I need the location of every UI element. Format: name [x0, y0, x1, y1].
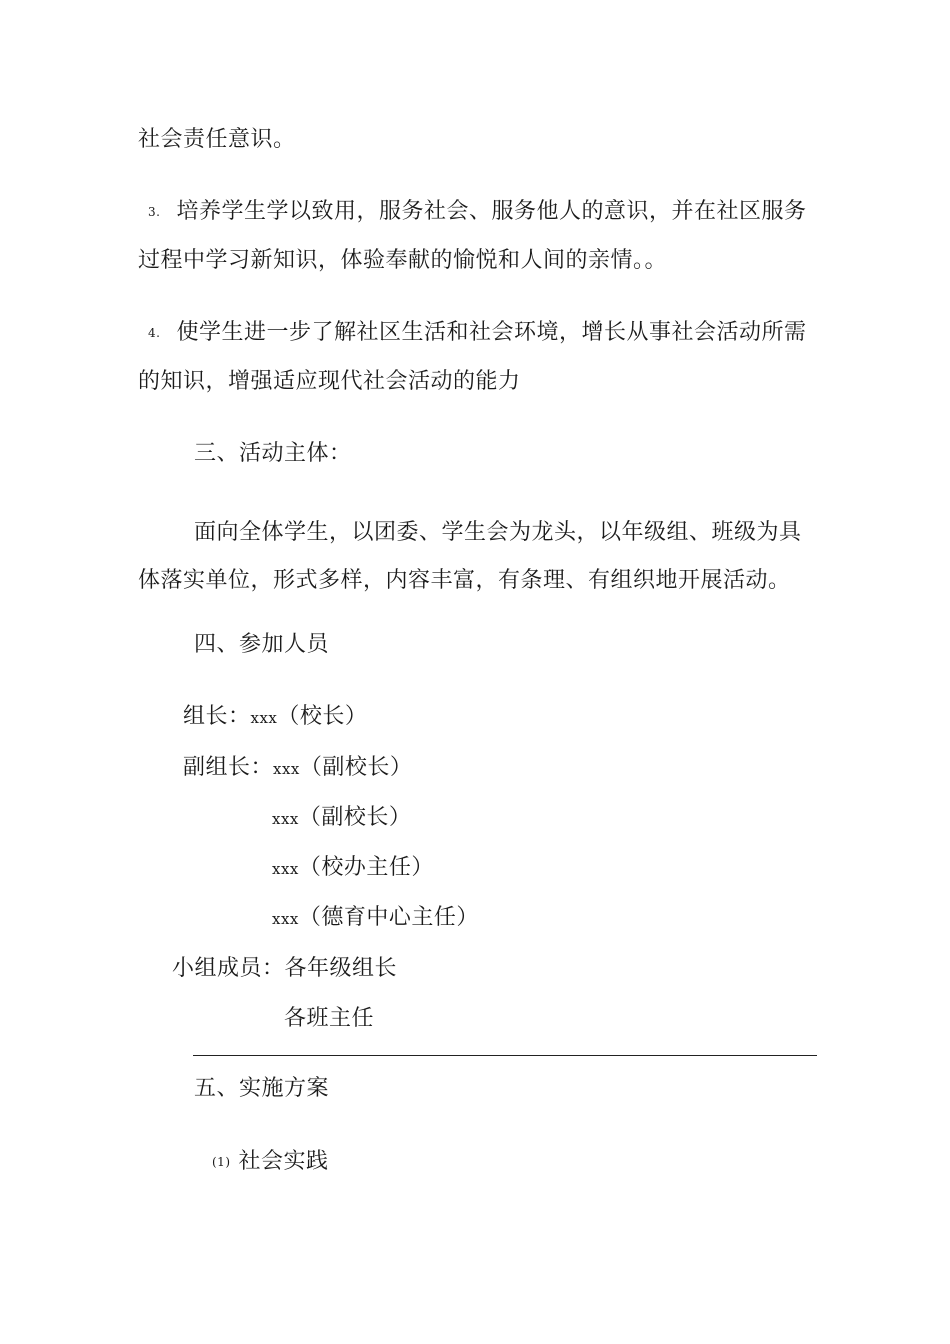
deputy-row: [272, 903, 479, 934]
deputy-role: （校办主任）: [298, 855, 434, 880]
section-5-heading: 五、实施方案: [194, 1076, 330, 1101]
list-item-3-continuation: 过程中学习新知识，体验奉献的愉悦和人间的亲情。。: [138, 248, 668, 273]
subsection-label: 社会实践: [238, 1149, 329, 1174]
section-3-paragraph-line-1: 面向全体学生，以团委、学生会为龙头，以年级组、班级为具: [194, 520, 802, 545]
member-entry: 各年级组长: [284, 956, 398, 981]
deputy-row: [272, 853, 434, 884]
section-3-heading: 三、活动主体：: [194, 441, 352, 466]
list-item-4-continuation: 的知识，增强适应现代社会活动的能力: [138, 369, 521, 394]
deputy-label: 副组长：: [183, 755, 274, 780]
deputy-name: xxx: [272, 910, 299, 928]
list-item-text: 使学生进一步了解社区生活和社会环境，增长从事社会活动所需: [176, 320, 807, 345]
list-number: 4.: [148, 326, 161, 340]
deputy-row: [272, 803, 411, 834]
list-number: 3.: [148, 205, 161, 219]
list-item-4: [148, 318, 806, 348]
section-4-heading: 四、参加人员: [194, 632, 330, 657]
deputy-name: xxx: [273, 760, 300, 778]
leader-label: 组长：: [183, 704, 251, 729]
horizontal-divider: [193, 1055, 817, 1056]
leader-name: xxx: [250, 709, 278, 727]
subsection-row: [212, 1147, 329, 1177]
list-item-text: 培养学生学以致用，服务社会、服务他人的意识，并在社区服务: [176, 199, 807, 224]
deputy-name: xxx: [272, 810, 299, 828]
leader-row: [183, 702, 367, 733]
deputy-role: （德育中心主任）: [298, 905, 479, 930]
deputy-name: xxx: [272, 860, 299, 878]
members-label: 小组成员：: [172, 956, 285, 981]
members-row: [172, 954, 397, 984]
deputy-role: （副校长）: [298, 805, 412, 830]
deputy-role: （副校长）: [299, 755, 413, 780]
subsection-number: (1): [212, 1155, 231, 1169]
intro-end-text: 社会责任意识。: [138, 127, 296, 152]
deputy-row: [183, 753, 412, 784]
list-item-3: [148, 197, 806, 227]
leader-role: （校长）: [277, 704, 368, 729]
section-3-paragraph-line-2: 体落实单位，形式多样，内容丰富，有条理、有组织地开展活动。: [138, 568, 791, 593]
member-entry: 各班主任: [284, 1006, 375, 1031]
